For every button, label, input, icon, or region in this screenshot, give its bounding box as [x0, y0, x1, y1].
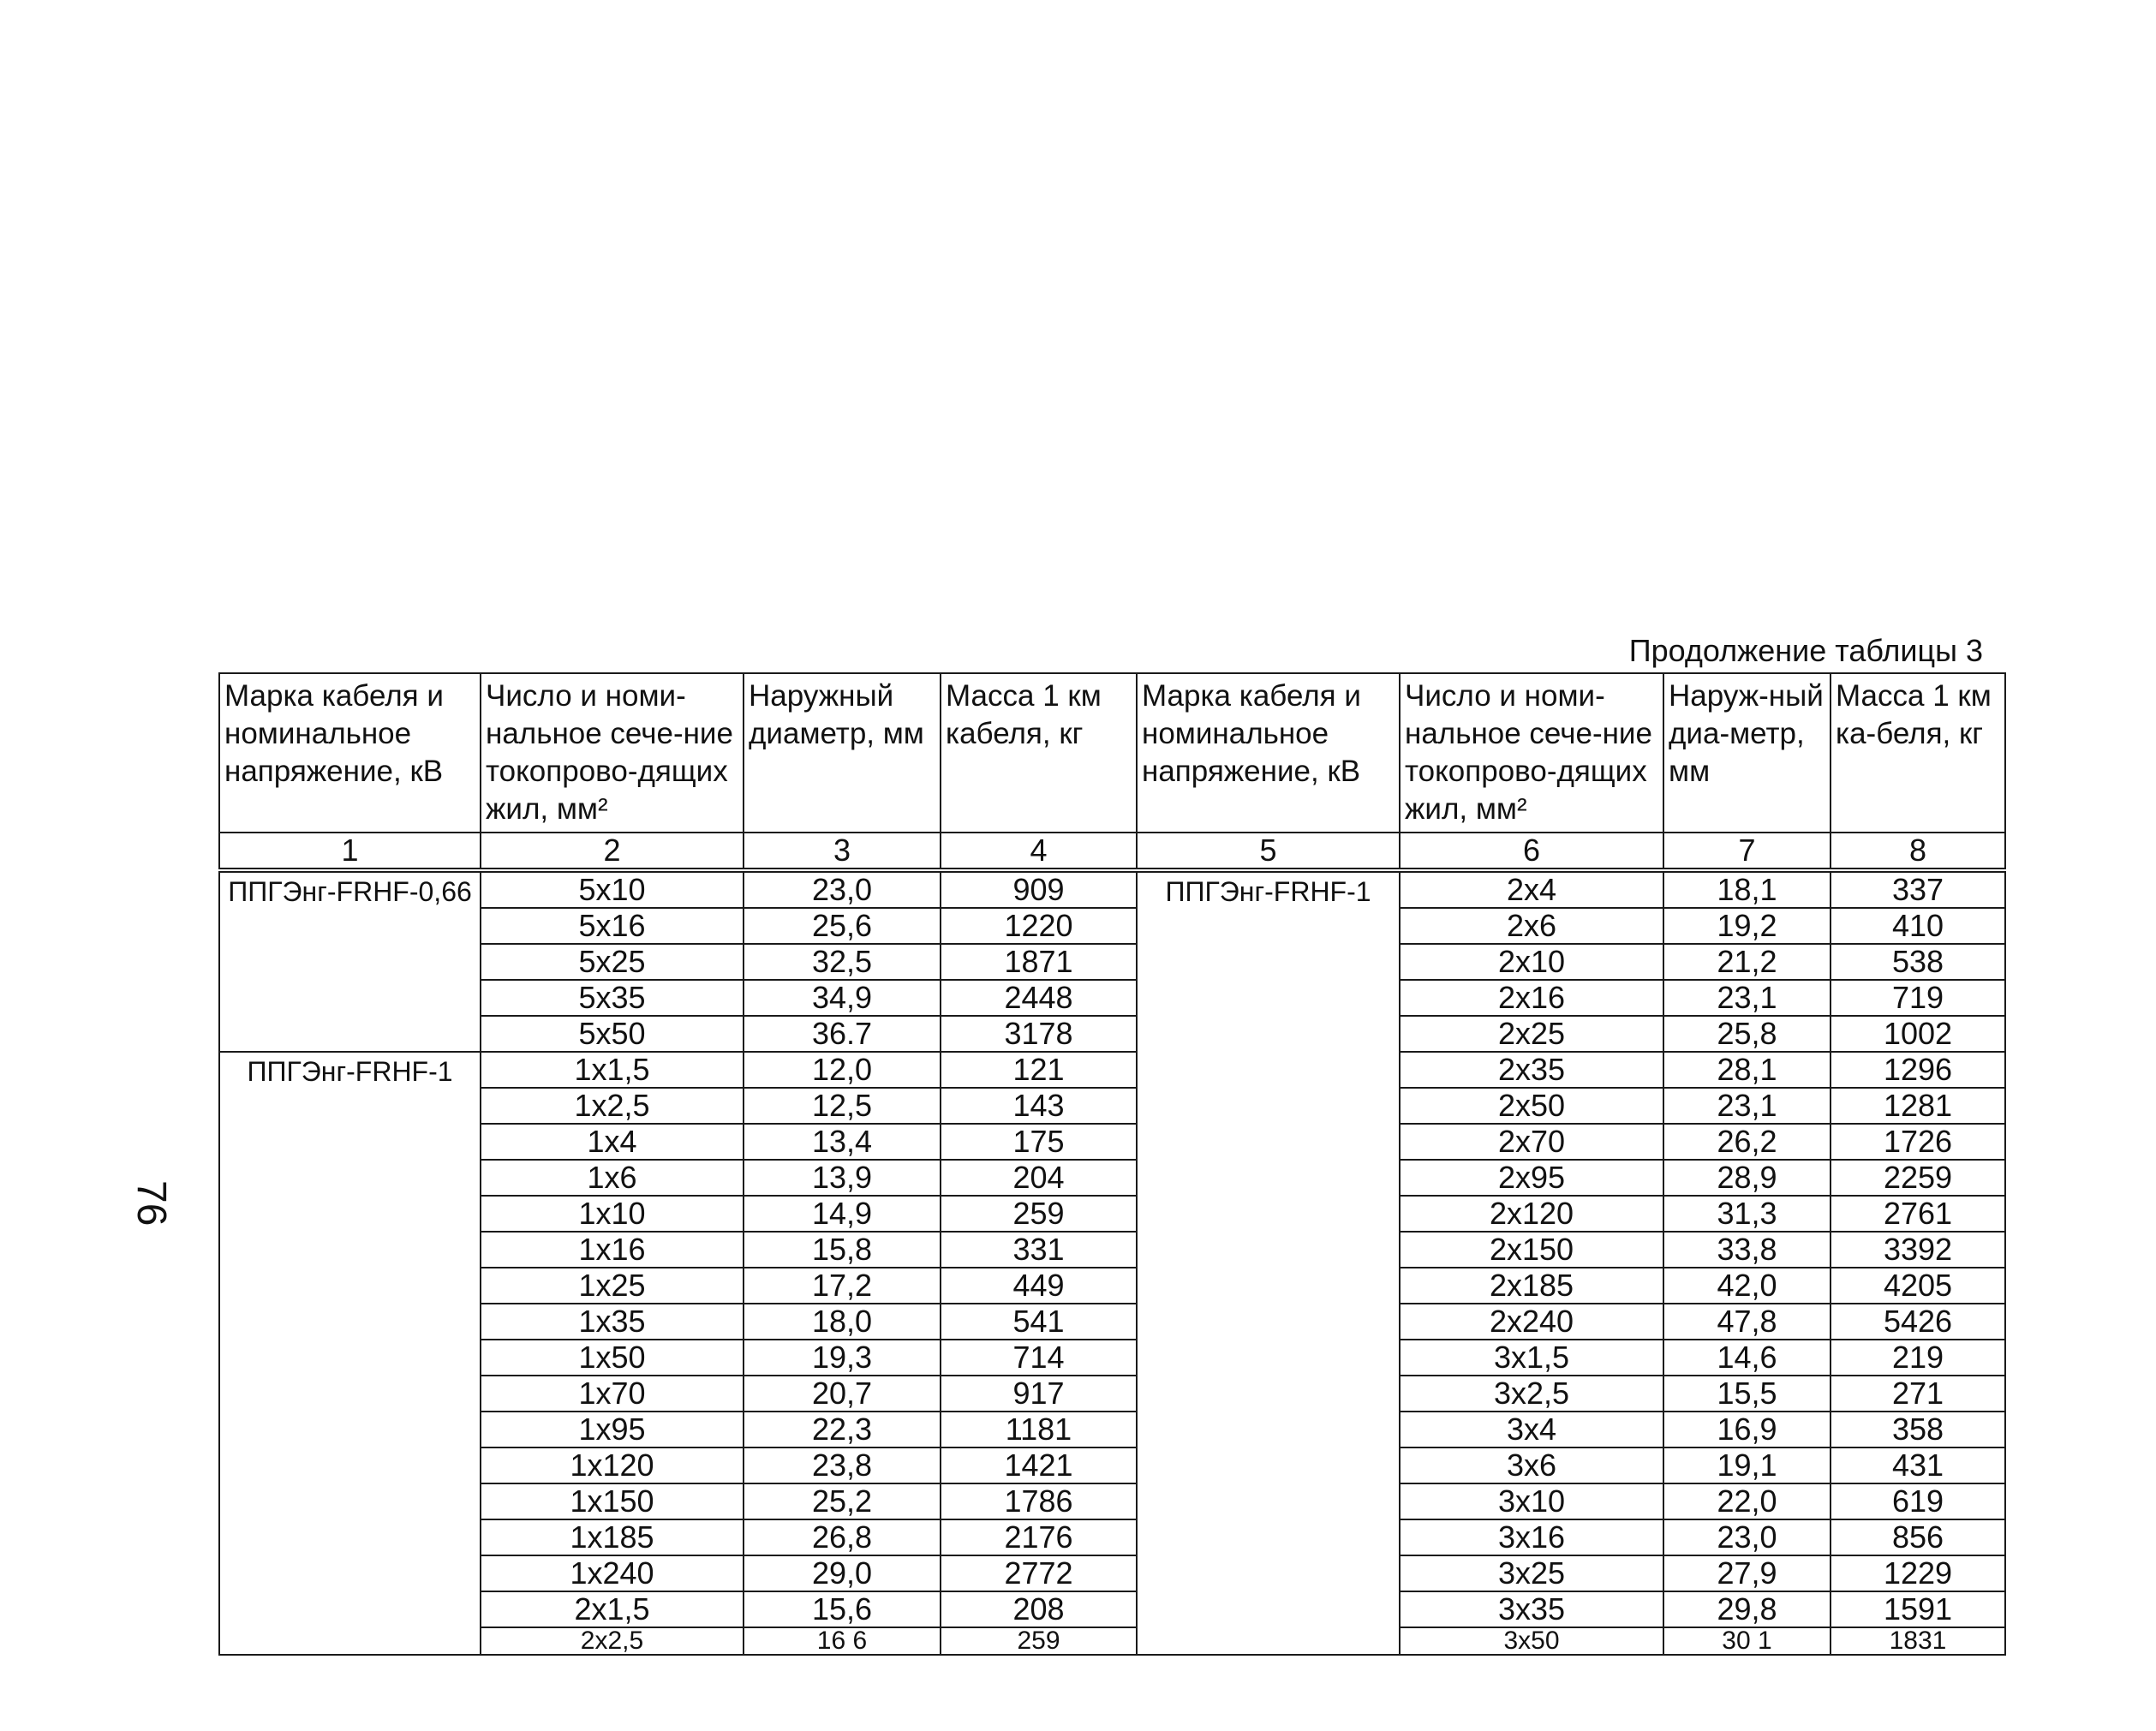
mass-cell: 2448	[941, 980, 1137, 1016]
cores-section-cell: 1x35	[481, 1304, 744, 1340]
outer-diameter-cell: 12,0	[744, 1052, 941, 1088]
outer-diameter-cell: 28,1	[1663, 1052, 1831, 1088]
header-cell: Число и номи-нальное сече-ние токопрово-дящих жил, мм²	[481, 673, 744, 833]
mass-cell: 358	[1831, 1412, 2005, 1447]
header-cell: Марка кабеля и номинальное напряжение, кВ	[219, 673, 481, 833]
header-cell: Масса 1 км кабеля, кг	[941, 673, 1137, 833]
cores-section-cell: 2x150	[1400, 1232, 1663, 1268]
table-row	[219, 1555, 2005, 1591]
table-row	[219, 1519, 2005, 1555]
mass-cell: 204	[941, 1160, 1137, 1196]
table-row	[219, 1124, 2005, 1160]
cores-section-cell: 1x2,5	[481, 1088, 744, 1124]
cores-section-cell: 2x120	[1400, 1196, 1663, 1232]
outer-diameter-cell: 22,0	[1663, 1483, 1831, 1519]
cores-section-cell: 1x6	[481, 1160, 744, 1196]
outer-diameter-cell: 23,0	[744, 870, 941, 908]
mass-cell: 5426	[1831, 1304, 2005, 1340]
cores-section-cell: 1x25	[481, 1268, 744, 1304]
cores-section-cell: 1x185	[481, 1519, 744, 1555]
table-row	[219, 1232, 2005, 1268]
cores-section-cell: 1x4	[481, 1124, 744, 1160]
cores-section-cell: 2x4	[1400, 870, 1663, 908]
column-number: 3	[744, 833, 941, 870]
cores-section-cell: 3x50	[1400, 1627, 1663, 1655]
table-row	[219, 908, 2005, 944]
table-row	[219, 1088, 2005, 1124]
outer-diameter-cell: 16 6	[744, 1627, 941, 1655]
outer-diameter-cell: 15,5	[1663, 1376, 1831, 1412]
table-row	[219, 1016, 2005, 1052]
mass-cell: 175	[941, 1124, 1137, 1160]
cores-section-cell: 1x150	[481, 1483, 744, 1519]
column-number: 5	[1137, 833, 1400, 870]
outer-diameter-cell: 23,0	[1663, 1519, 1831, 1555]
cores-section-cell: 3x10	[1400, 1483, 1663, 1519]
cores-section-cell: 5x16	[481, 908, 744, 944]
outer-diameter-cell: 29,8	[1663, 1591, 1831, 1627]
cores-section-cell: 5x25	[481, 944, 744, 980]
cores-section-cell: 1x16	[481, 1232, 744, 1268]
cable-mark-cell: ППГЭнг-FRHF-0,66	[219, 870, 481, 1052]
mass-cell: 1281	[1831, 1088, 2005, 1124]
outer-diameter-cell: 34,9	[744, 980, 941, 1016]
cores-section-cell: 2x2,5	[481, 1627, 744, 1655]
column-number-row	[219, 833, 2005, 870]
mass-cell: 3392	[1831, 1232, 2005, 1268]
cores-section-cell: 2x6	[1400, 908, 1663, 944]
outer-diameter-cell: 16,9	[1663, 1412, 1831, 1447]
cores-section-cell: 3x6	[1400, 1447, 1663, 1483]
mass-cell: 259	[941, 1196, 1137, 1232]
mass-cell: 917	[941, 1376, 1137, 1412]
table-row	[219, 1268, 2005, 1304]
cores-section-cell: 2x16	[1400, 980, 1663, 1016]
table-row	[219, 1447, 2005, 1483]
cores-section-cell: 5x35	[481, 980, 744, 1016]
cores-section-cell: 3x25	[1400, 1555, 1663, 1591]
table-row	[219, 980, 2005, 1016]
outer-diameter-cell: 23,1	[1663, 980, 1831, 1016]
outer-diameter-cell: 29,0	[744, 1555, 941, 1591]
mass-cell: 619	[1831, 1483, 2005, 1519]
outer-diameter-cell: 42,0	[1663, 1268, 1831, 1304]
mass-cell: 2772	[941, 1555, 1137, 1591]
cores-section-cell: 5x10	[481, 870, 744, 908]
mass-cell: 121	[941, 1052, 1137, 1088]
table-row	[219, 944, 2005, 980]
cores-section-cell: 2x50	[1400, 1088, 1663, 1124]
cores-section-cell: 2x185	[1400, 1268, 1663, 1304]
mass-cell: 1181	[941, 1412, 1137, 1447]
table-row	[219, 1160, 2005, 1196]
outer-diameter-cell: 27,9	[1663, 1555, 1831, 1591]
cores-section-cell: 1x120	[481, 1447, 744, 1483]
outer-diameter-cell: 32,5	[744, 944, 941, 980]
outer-diameter-cell: 19,1	[1663, 1447, 1831, 1483]
cores-section-cell: 1x1,5	[481, 1052, 744, 1088]
table-row	[219, 1412, 2005, 1447]
outer-diameter-cell: 14,9	[744, 1196, 941, 1232]
outer-diameter-cell: 26,8	[744, 1519, 941, 1555]
cable-data-table	[218, 672, 2006, 1656]
outer-diameter-cell: 31,3	[1663, 1196, 1831, 1232]
outer-diameter-cell: 26,2	[1663, 1124, 1831, 1160]
cores-section-cell: 2x10	[1400, 944, 1663, 980]
column-number: 8	[1831, 833, 2005, 870]
mass-cell: 1831	[1831, 1627, 2005, 1655]
cores-section-cell: 1x50	[481, 1340, 744, 1376]
table-row	[219, 1304, 2005, 1340]
cores-section-cell: 3x35	[1400, 1591, 1663, 1627]
mass-cell: 2259	[1831, 1160, 2005, 1196]
table-row	[219, 1196, 2005, 1232]
mass-cell: 4205	[1831, 1268, 2005, 1304]
outer-diameter-cell: 47,8	[1663, 1304, 1831, 1340]
column-number: 6	[1400, 833, 1663, 870]
mass-cell: 219	[1831, 1340, 2005, 1376]
column-number: 7	[1663, 833, 1831, 870]
column-number: 1	[219, 833, 481, 870]
cores-section-cell: 5x50	[481, 1016, 744, 1052]
mass-cell: 1229	[1831, 1555, 2005, 1591]
outer-diameter-cell: 23,8	[744, 1447, 941, 1483]
mass-cell: 3178	[941, 1016, 1137, 1052]
cores-section-cell: 2x35	[1400, 1052, 1663, 1088]
mass-cell: 719	[1831, 980, 2005, 1016]
mass-cell: 1220	[941, 908, 1137, 944]
table-row	[219, 1376, 2005, 1412]
outer-diameter-cell: 15,6	[744, 1591, 941, 1627]
table-row	[219, 1627, 2005, 1655]
table-caption: Продолжение таблицы 3	[1628, 633, 1983, 668]
outer-diameter-cell: 25,2	[744, 1483, 941, 1519]
cores-section-cell: 1x10	[481, 1196, 744, 1232]
outer-diameter-cell: 19,2	[1663, 908, 1831, 944]
cores-section-cell: 1x70	[481, 1376, 744, 1412]
header-row	[219, 673, 2005, 833]
page-number: 76	[128, 1180, 174, 1227]
mass-cell: 1296	[1831, 1052, 2005, 1088]
outer-diameter-cell: 18,1	[1663, 870, 1831, 908]
mass-cell: 1786	[941, 1483, 1137, 1519]
table-row	[219, 1483, 2005, 1519]
outer-diameter-cell: 17,2	[744, 1268, 941, 1304]
cores-section-cell: 2x70	[1400, 1124, 1663, 1160]
mass-cell: 2761	[1831, 1196, 2005, 1232]
outer-diameter-cell: 23,1	[1663, 1088, 1831, 1124]
mass-cell: 331	[941, 1232, 1137, 1268]
mass-cell: 431	[1831, 1447, 2005, 1483]
mass-cell: 410	[1831, 908, 2005, 944]
outer-diameter-cell: 13,4	[744, 1124, 941, 1160]
mass-cell: 1726	[1831, 1124, 2005, 1160]
cores-section-cell: 2x240	[1400, 1304, 1663, 1340]
mass-cell: 259	[941, 1627, 1137, 1655]
outer-diameter-cell: 22,3	[744, 1412, 941, 1447]
table-row	[219, 1340, 2005, 1376]
mass-cell: 1591	[1831, 1591, 2005, 1627]
header-cell: Наружный диаметр, мм	[744, 673, 941, 833]
cores-section-cell: 2x1,5	[481, 1591, 744, 1627]
cores-section-cell: 2x25	[1400, 1016, 1663, 1052]
mass-cell: 856	[1831, 1519, 2005, 1555]
cores-section-cell: 3x2,5	[1400, 1376, 1663, 1412]
outer-diameter-cell: 15,8	[744, 1232, 941, 1268]
header-cell: Число и номи-нальное сече-ние токопрово-дящих жил, мм²	[1400, 673, 1663, 833]
header-cell: Марка кабеля и номинальное напряжение, кВ	[1137, 673, 1400, 833]
column-number: 4	[941, 833, 1137, 870]
mass-cell: 208	[941, 1591, 1137, 1627]
cable-mark-cell: ППГЭнг-FRHF-1	[1137, 870, 1400, 1655]
outer-diameter-cell: 25,6	[744, 908, 941, 944]
outer-diameter-cell: 18,0	[744, 1304, 941, 1340]
outer-diameter-cell: 30 1	[1663, 1627, 1831, 1655]
cores-section-cell: 3x4	[1400, 1412, 1663, 1447]
mass-cell: 1002	[1831, 1016, 2005, 1052]
outer-diameter-cell: 33,8	[1663, 1232, 1831, 1268]
mass-cell: 541	[941, 1304, 1137, 1340]
mass-cell: 1421	[941, 1447, 1137, 1483]
cores-section-cell: 2x95	[1400, 1160, 1663, 1196]
mass-cell: 2176	[941, 1519, 1137, 1555]
mass-cell: 449	[941, 1268, 1137, 1304]
cores-section-cell: 1x240	[481, 1555, 744, 1591]
table-row	[219, 1591, 2005, 1627]
outer-diameter-cell: 36.7	[744, 1016, 941, 1052]
mass-cell: 143	[941, 1088, 1137, 1124]
header-cell: Масса 1 км ка-беля, кг	[1831, 673, 2005, 833]
mass-cell: 271	[1831, 1376, 2005, 1412]
mass-cell: 538	[1831, 944, 2005, 980]
outer-diameter-cell: 20,7	[744, 1376, 941, 1412]
column-number: 2	[481, 833, 744, 870]
table-row	[219, 870, 2005, 908]
mass-cell: 337	[1831, 870, 2005, 908]
cores-section-cell: 1x95	[481, 1412, 744, 1447]
cable-mark-cell: ППГЭнг-FRHF-1	[219, 1052, 481, 1655]
outer-diameter-cell: 28,9	[1663, 1160, 1831, 1196]
header-cell: Наруж-ный диа-метр, мм	[1663, 673, 1831, 833]
cores-section-cell: 3x1,5	[1400, 1340, 1663, 1376]
outer-diameter-cell: 19,3	[744, 1340, 941, 1376]
outer-diameter-cell: 12,5	[744, 1088, 941, 1124]
outer-diameter-cell: 14,6	[1663, 1340, 1831, 1376]
outer-diameter-cell: 13,9	[744, 1160, 941, 1196]
table-row	[219, 1052, 2005, 1088]
outer-diameter-cell: 21,2	[1663, 944, 1831, 980]
mass-cell: 1871	[941, 944, 1137, 980]
mass-cell: 714	[941, 1340, 1137, 1376]
mass-cell: 909	[941, 870, 1137, 908]
outer-diameter-cell: 25,8	[1663, 1016, 1831, 1052]
cores-section-cell: 3x16	[1400, 1519, 1663, 1555]
